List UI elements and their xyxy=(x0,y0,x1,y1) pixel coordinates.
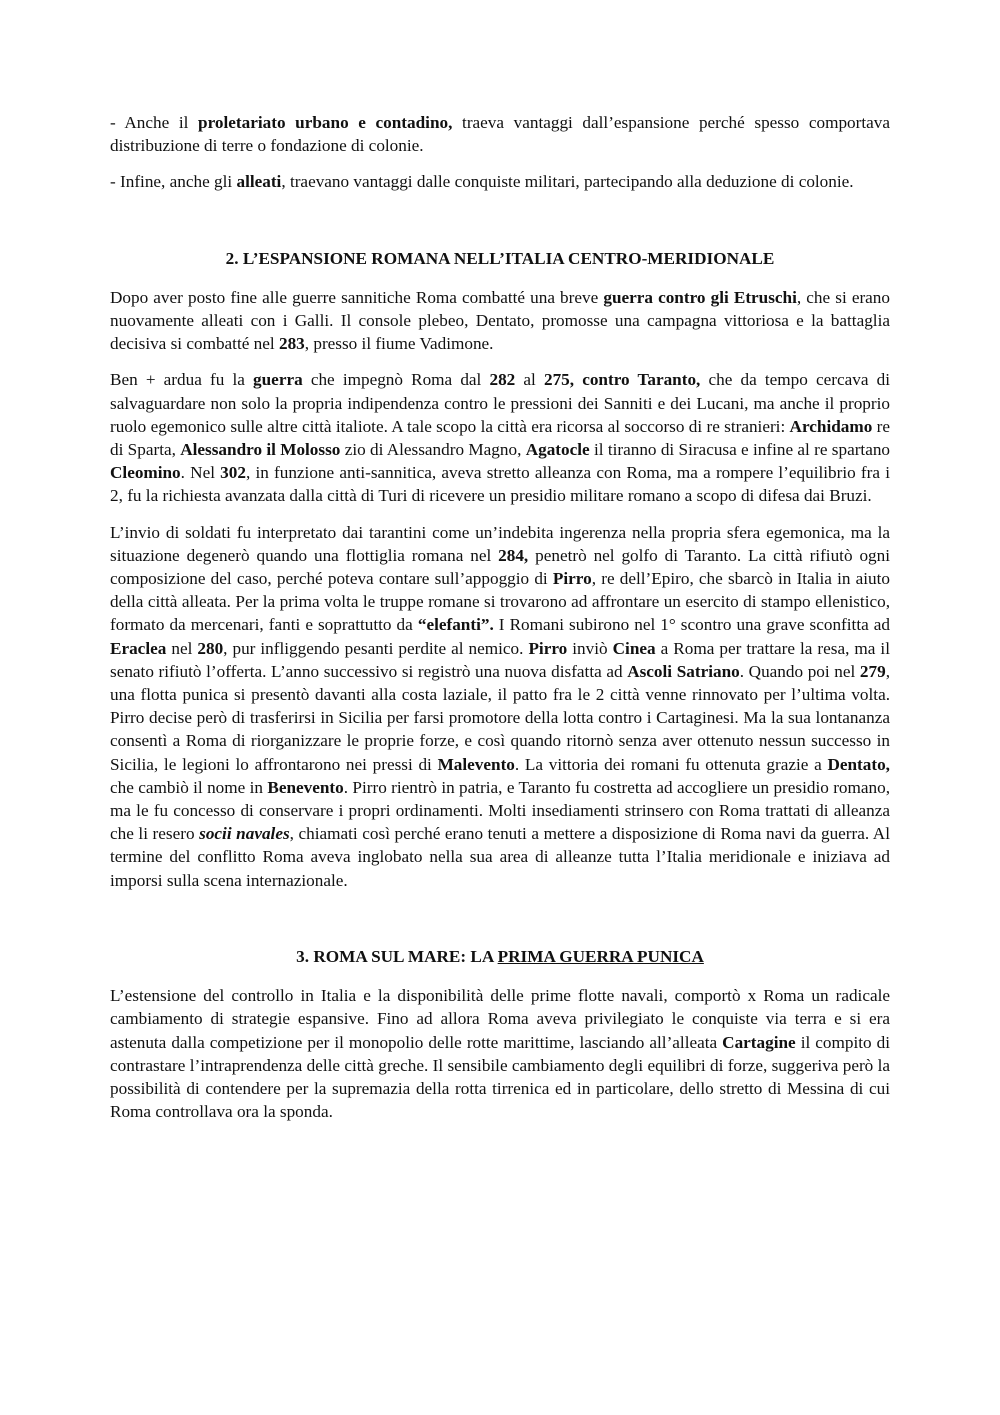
bold-run: 279 xyxy=(859,661,886,681)
bold-run: Cartagine xyxy=(722,1032,796,1052)
bold-run: 275, contro Taranto, xyxy=(543,370,701,390)
text-run: Dopo aver posto fine alle guerre sannitiche Roma combatté una breve xyxy=(110,287,604,307)
bold-run: proletariato urbano e contadino, xyxy=(198,113,453,132)
paragraph-pirro xyxy=(110,521,890,892)
text-run: . Nel xyxy=(180,463,221,483)
bold-run: Cinea xyxy=(612,638,656,658)
text-run: penetrò nel golfo di Taranto. La città rifiutò ogni composizione del caso, perché poteva contare sull’appoggio di xyxy=(110,545,890,589)
bold-run: guerra xyxy=(253,370,303,390)
paragraph-prima-guerra-punica xyxy=(110,984,890,1123)
underlined-heading-run: PRIMA GUERRA PUNICA xyxy=(497,946,704,966)
bold-run: “elefanti”. xyxy=(417,615,494,635)
text-run: Ben + ardua fu la xyxy=(110,370,254,390)
text-run: I Romani subirono nel 1° scontro una grave sconfitta ad xyxy=(493,615,890,635)
bold-run: Archidamo xyxy=(789,416,873,436)
bold-run: Pirro xyxy=(552,569,592,589)
text-run: , traevano vantaggi dalle conquiste militari, partecipando alla deduzione di colonie. xyxy=(281,172,854,192)
text-run: , presso il fiume Vadimone. xyxy=(304,334,494,354)
bold-run: Eraclea xyxy=(110,638,167,658)
bold-run: Pirro xyxy=(528,638,568,658)
text-run: . Quando poi nel xyxy=(739,661,860,681)
text-run: , in funzione anti-sannitica, aveva stretto alleanza con Roma, ma a rompere l’equilibrio fra i 2, fu la richiesta avanzata dalla città di Turi di ricevere un presidio militare romano a scopo di difesa dai Bruzi. xyxy=(110,463,890,506)
text-run: zio di Alessandro Magno, xyxy=(340,440,526,460)
paragraph-alleati xyxy=(110,170,890,193)
text-run: il tiranno di Siracusa e infine al re spartano xyxy=(589,440,891,460)
paragraph-etruschi xyxy=(110,286,890,356)
bold-run: Alessandro il Molosso xyxy=(180,440,341,460)
text-run: , che si erano nuovamente alleati con i Galli. Il console plebeo, Dentato, promosse una campagna vittoriosa e la battaglia decisiva si combatté nel xyxy=(110,287,890,354)
text-run: , re dell’Epiro, che sbarcò in Italia in aiuto della città alleata. Per la prima volta le truppe romane si trovarono ad affrontare un esercito di stampo ellenistico, formato da mercenari, fanti e soprattutto da xyxy=(110,569,891,635)
text-run: nel xyxy=(166,638,198,658)
text-run: - Anche il xyxy=(110,113,199,132)
text-run: che impegnò Roma dal xyxy=(302,370,490,390)
bold-run: Dentato, xyxy=(827,754,890,774)
paragraph-taranto xyxy=(110,368,890,507)
text-run: . La vittoria dei romani fu ottenuta grazie a xyxy=(514,754,828,774)
bold-run: Ascoli Satriano xyxy=(627,661,740,681)
bold-run: 302 xyxy=(220,463,246,483)
text-run: che da tempo cercava di salvaguardare non solo la propria indipendenza contro le pressioni dei Sanniti e dei Lucani, ma anche il proprio ruolo egemonico sulle altre città italiote. A tale scopo la città era ricorsa al soccorso di re stranieri: xyxy=(110,370,890,436)
text-run: L’invio di soldati fu interpretato dai tarantini come un’indebita ingerenza nella propria sfera egemonica, ma la situazione degenerò quando una flottiglia romana nel xyxy=(110,522,890,565)
text-run: traeva vantaggi dall’espansione perché spesso comportava distribuzione di terre o fondazione di colonie. xyxy=(110,113,891,156)
text-run: al xyxy=(515,370,544,390)
section-heading-3 xyxy=(110,945,890,968)
paragraph-proletariato xyxy=(110,111,890,157)
section-heading-2: 2. L’ESPANSIONE ROMANA NELL’ITALIA CENTRO-MERIDIONALE xyxy=(225,248,775,268)
text-run: il compito di contrastare l’intraprendenza delle città greche. Il sensibile cambiamento degli equilibri di forze, suggeriva però la possibilità di contendere per la supremazia della rotta tirrenica ed in particolare, dello stretto di Messina di cui Roma controllava ora la sponda. xyxy=(110,1032,890,1122)
bold-run: 283 xyxy=(278,334,305,354)
text-run: re di Sparta, xyxy=(110,416,890,460)
text-run: , pur infliggendo pesanti perdite al nemico. xyxy=(223,638,529,658)
bold-run: Malevento xyxy=(437,754,515,774)
bold-run: 284, xyxy=(498,545,529,565)
text-run: . Pirro rientrò in patria, e Taranto fu costretta ad accogliere un presidio romano, ma le fu concesso di conservare i propri ordinamenti. Molti insediamenti strinsero con Roma trattati di alleanza che li resero xyxy=(110,777,891,844)
text-run: , una flotta punica si presentò davanti alla costa laziale, il patto fra le 2 città venne rinnovato per l’ultima volta. Pirro decise però di trasferirsi in Sicilia per farsi promotore della lotta contro i Cartaginesi. Ma la sua lontananza consentì a Roma di riorganizzare le proprie forze, e così quando ritornò senza aver ottenuto nessun successo in Sicilia, le legioni lo affrontarono nei pressi di xyxy=(110,661,890,774)
bold-italic-run: socii navales xyxy=(199,824,290,844)
text-run: a Roma per trattare la resa, ma il senato rifiutò l’offerta. L’anno successivo si registrò una nuova disfatta ad xyxy=(110,638,890,681)
bold-run: Agatocle xyxy=(525,440,590,460)
bold-run: 282 xyxy=(489,370,516,390)
bold-run: Cleomino xyxy=(110,463,181,483)
bold-run: guerra contro gli Etruschi xyxy=(603,287,797,307)
text-run: inviò xyxy=(567,638,613,658)
text-run: - Infine, anche gli xyxy=(110,172,237,192)
bold-run: 280 xyxy=(197,638,224,658)
text-run: L’estensione del controllo in Italia e la disponibilità delle prime flotte navali, comportò x Roma un radicale cambiamento di strategie espansive. Fino ad allora Roma aveva privilegiato le conquiste via terra e si era astenuta dalla competizione per il monopolio delle rotte marittime, lasciando all’alleata xyxy=(110,986,890,1052)
heading-text-run: 3. ROMA SUL MARE: LA xyxy=(296,946,498,966)
text-run: , chiamati così perché erano tenuti a mettere a disposizione di Roma navi da guerra. Al termine del conflitto Roma aveva inglobato nella sua area di alleanze tutta l’Italia meridionale e iniziava ad imporsi sulla scena internazionale. xyxy=(110,824,890,890)
bold-run: Benevento xyxy=(267,777,344,797)
bold-run: alleati xyxy=(236,172,282,192)
text-run: che cambiò il nome in xyxy=(110,777,268,797)
